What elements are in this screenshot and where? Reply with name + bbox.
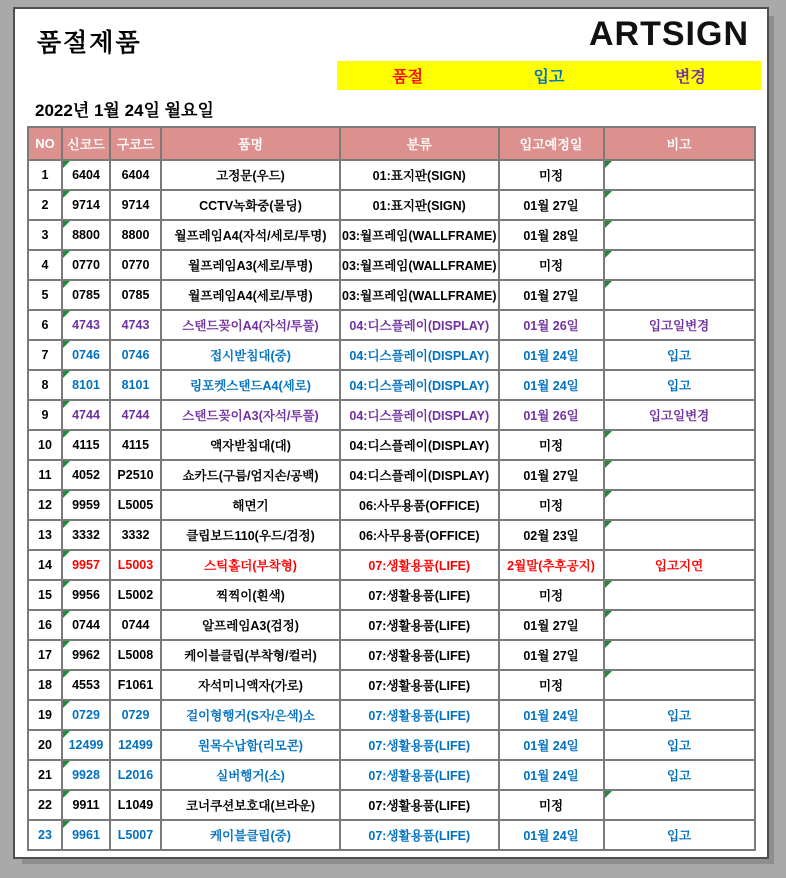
comment-marker-icon [605,191,612,198]
cell-note [604,490,755,520]
cell-product-name: 월프레임A3(세로/투명) [161,250,340,280]
cell-category: 06:사무용품(OFFICE) [340,490,499,520]
cell-new-code: 9911 [62,790,110,820]
comment-marker-icon [63,191,70,198]
cell-product-name: 원목수납함(리모콘) [161,730,340,760]
comment-marker-icon [63,221,70,228]
cell-old-code: L5002 [110,580,161,610]
column-header-1: 신코드 [62,127,110,160]
cell-no: 11 [28,460,62,490]
cell-eta: 01월 24일 [499,340,604,370]
cell-new-code: 0785 [62,280,110,310]
cell-eta: 미정 [499,790,604,820]
cell-product-name: 링포켓스탠드A4(세로) [161,370,340,400]
cell-no: 19 [28,700,62,730]
column-header-5: 입고예정일 [499,127,604,160]
column-header-4: 분류 [340,127,499,160]
cell-note [604,790,755,820]
comment-marker-icon [63,641,70,648]
cell-category: 04:디스플레이(DISPLAY) [340,370,499,400]
cell-new-code: 0729 [62,700,110,730]
table-header-row [28,127,755,160]
comment-marker-icon [63,461,70,468]
cell-no: 7 [28,340,62,370]
cell-eta: 01월 27일 [499,460,604,490]
table-row [28,430,755,460]
comment-marker-icon [63,251,70,258]
cell-note: 입고 [604,730,755,760]
legend-item-0: 품절 [392,69,424,86]
legend-bar [337,61,761,90]
cell-category: 07:생활용품(LIFE) [340,730,499,760]
cell-old-code: P2510 [110,460,161,490]
cell-product-name: 접시받침대(중) [161,340,340,370]
table-row [28,460,755,490]
cell-new-code: 0746 [62,340,110,370]
cell-product-name: 월프레임A4(자석/세로/투명) [161,220,340,250]
cell-eta: 미정 [499,580,604,610]
comment-marker-icon [63,371,70,378]
cell-note [604,430,755,460]
cell-category: 07:생활용품(LIFE) [340,610,499,640]
cell-old-code: 0746 [110,340,161,370]
comment-marker-icon [63,731,70,738]
cell-category: 07:생활용품(LIFE) [340,670,499,700]
comment-marker-icon [605,641,612,648]
cell-eta: 01월 26일 [499,310,604,340]
comment-marker-icon [605,431,612,438]
cell-old-code: 8101 [110,370,161,400]
cell-eta: 01월 27일 [499,190,604,220]
cell-product-name: 알프레임A3(검정) [161,610,340,640]
cell-new-code: 4743 [62,310,110,340]
cell-eta: 01월 24일 [499,820,604,850]
cell-note [604,610,755,640]
table-row [28,370,755,400]
cell-no: 2 [28,190,62,220]
cell-new-code: 0744 [62,610,110,640]
comment-marker-icon [63,761,70,768]
cell-new-code: 9961 [62,820,110,850]
cell-eta: 미정 [499,430,604,460]
table-row [28,190,755,220]
cell-new-code: 3332 [62,520,110,550]
cell-product-name: 월프레임A4(세로/투명) [161,280,340,310]
cell-note [604,250,755,280]
cell-new-code: 9956 [62,580,110,610]
cell-old-code: 6404 [110,160,161,190]
table-row [28,490,755,520]
cell-old-code: 4744 [110,400,161,430]
cell-note: 입고지연 [604,550,755,580]
cell-note [604,670,755,700]
cell-note [604,220,755,250]
comment-marker-icon [605,281,612,288]
comment-marker-icon [63,341,70,348]
cell-old-code: L2016 [110,760,161,790]
comment-marker-icon [605,521,612,528]
cell-note: 입고 [604,370,755,400]
cell-eta: 01월 27일 [499,640,604,670]
comment-marker-icon [63,701,70,708]
cell-category: 04:디스플레이(DISPLAY) [340,430,499,460]
table-row [28,760,755,790]
table-row [28,580,755,610]
table-row [28,220,755,250]
comment-marker-icon [605,671,612,678]
table-row [28,730,755,760]
cell-note [604,520,755,550]
comment-marker-icon [63,551,70,558]
cell-no: 21 [28,760,62,790]
table-row [28,670,755,700]
cell-eta: 01월 24일 [499,700,604,730]
cell-old-code: 0770 [110,250,161,280]
column-header-2: 구코드 [110,127,161,160]
comment-marker-icon [605,581,612,588]
cell-new-code: 0770 [62,250,110,280]
column-header-0: NO [28,127,62,160]
cell-product-name: 스탠드꽂이A4(자석/투풀) [161,310,340,340]
cell-note [604,640,755,670]
comment-marker-icon [63,791,70,798]
cell-eta: 01월 24일 [499,370,604,400]
cell-new-code: 6404 [62,160,110,190]
cell-new-code: 9928 [62,760,110,790]
cell-category: 07:생활용품(LIFE) [340,700,499,730]
comment-marker-icon [63,611,70,618]
cell-new-code: 9962 [62,640,110,670]
cell-note: 입고 [604,700,755,730]
cell-product-name: CCTV녹화중(몰딩) [161,190,340,220]
legend-item-1: 입고 [533,69,565,86]
cell-no: 4 [28,250,62,280]
brand-logo: ARTSIGN [589,15,749,53]
cell-note [604,580,755,610]
comment-marker-icon [605,611,612,618]
table-row [28,280,755,310]
cell-category: 07:생활용품(LIFE) [340,550,499,580]
page-title: 품절제품 [37,29,142,57]
comment-marker-icon [63,521,70,528]
cell-eta: 01월 26일 [499,400,604,430]
comment-marker-icon [605,491,612,498]
cell-note [604,160,755,190]
cell-no: 17 [28,640,62,670]
cell-no: 14 [28,550,62,580]
cell-eta: 01월 27일 [499,610,604,640]
cell-note: 입고일변경 [604,400,755,430]
cell-category: 03:월프레임(WALLFRAME) [340,280,499,310]
comment-marker-icon [63,311,70,318]
cell-old-code: 0744 [110,610,161,640]
cell-new-code: 4744 [62,400,110,430]
comment-marker-icon [605,251,612,258]
table-row [28,310,755,340]
cell-category: 07:생활용품(LIFE) [340,760,499,790]
table-row [28,250,755,280]
cell-old-code: 12499 [110,730,161,760]
cell-eta: 01월 27일 [499,280,604,310]
cell-product-name: 해면기 [161,490,340,520]
cell-old-code: 0785 [110,280,161,310]
cell-product-name: 고정문(우드) [161,160,340,190]
cell-no: 20 [28,730,62,760]
cell-new-code: 9957 [62,550,110,580]
cell-product-name: 자석미니액자(가로) [161,670,340,700]
cell-note: 입고 [604,760,755,790]
cell-no: 10 [28,430,62,460]
comment-marker-icon [63,161,70,168]
comment-marker-icon [605,221,612,228]
cell-old-code: L5003 [110,550,161,580]
cell-note [604,460,755,490]
cell-old-code: 9714 [110,190,161,220]
cell-old-code: L1049 [110,790,161,820]
cell-category: 07:생활용품(LIFE) [340,820,499,850]
column-header-6: 비고 [604,127,755,160]
cell-no: 9 [28,400,62,430]
cell-product-name: 케이블클립(중) [161,820,340,850]
cell-new-code: 4553 [62,670,110,700]
cell-eta: 02월 23일 [499,520,604,550]
cell-no: 3 [28,220,62,250]
cell-no: 12 [28,490,62,520]
cell-old-code: L5008 [110,640,161,670]
cell-product-name: 스틱홀더(부착형) [161,550,340,580]
cell-eta: 01월 24일 [499,730,604,760]
cell-product-name: 코너쿠션보호대(브라운) [161,790,340,820]
cell-note: 입고 [604,820,755,850]
cell-product-name: 쇼카드(구름/엄지손/공백) [161,460,340,490]
table-row [28,160,755,190]
cell-eta: 미정 [499,670,604,700]
cell-category: 07:생활용품(LIFE) [340,790,499,820]
cell-no: 15 [28,580,62,610]
comment-marker-icon [63,821,70,828]
table-row [28,340,755,370]
cell-note: 입고 [604,340,755,370]
cell-old-code: 8800 [110,220,161,250]
cell-new-code: 8800 [62,220,110,250]
cell-eta: 미정 [499,490,604,520]
cell-old-code: 3332 [110,520,161,550]
comment-marker-icon [63,281,70,288]
cell-new-code: 4115 [62,430,110,460]
cell-category: 01:표지판(SIGN) [340,190,499,220]
cell-old-code: 4115 [110,430,161,460]
cell-no: 23 [28,820,62,850]
cell-no: 18 [28,670,62,700]
table-row [28,400,755,430]
table-row [28,820,755,850]
table-row [28,610,755,640]
cell-eta: 미정 [499,160,604,190]
cell-product-name: 찍찍이(흰색) [161,580,340,610]
table-row [28,790,755,820]
cell-new-code: 8101 [62,370,110,400]
cell-category: 03:월프레임(WALLFRAME) [340,220,499,250]
document-page [13,7,769,859]
comment-marker-icon [63,431,70,438]
comment-marker-icon [605,791,612,798]
cell-category: 04:디스플레이(DISPLAY) [340,340,499,370]
cell-new-code: 12499 [62,730,110,760]
cell-eta: 2월말(추후공지) [499,550,604,580]
date-line: 2022년 1월 24일 월요일 [35,101,214,120]
cell-product-name: 걸이형행거(S자/은색)소 [161,700,340,730]
products-table-wrap [27,126,756,851]
cell-eta: 01월 24일 [499,760,604,790]
cell-old-code: 4743 [110,310,161,340]
cell-note [604,280,755,310]
cell-category: 04:디스플레이(DISPLAY) [340,460,499,490]
cell-new-code: 4052 [62,460,110,490]
cell-category: 04:디스플레이(DISPLAY) [340,400,499,430]
cell-category: 01:표지판(SIGN) [340,160,499,190]
comment-marker-icon [605,161,612,168]
products-table [27,126,756,851]
cell-category: 06:사무용품(OFFICE) [340,520,499,550]
cell-note: 입고일변경 [604,310,755,340]
cell-eta: 01월 28일 [499,220,604,250]
table-row [28,520,755,550]
cell-no: 22 [28,790,62,820]
cell-no: 13 [28,520,62,550]
comment-marker-icon [63,671,70,678]
table-row [28,640,755,670]
cell-no: 1 [28,160,62,190]
cell-no: 16 [28,610,62,640]
cell-old-code: F1061 [110,670,161,700]
comment-marker-icon [63,581,70,588]
cell-product-name: 실버행거(소) [161,760,340,790]
cell-category: 04:디스플레이(DISPLAY) [340,310,499,340]
cell-no: 6 [28,310,62,340]
cell-note [604,190,755,220]
cell-old-code: L5007 [110,820,161,850]
comment-marker-icon [63,401,70,408]
column-header-3: 품명 [161,127,340,160]
cell-category: 07:생활용품(LIFE) [340,580,499,610]
cell-no: 8 [28,370,62,400]
table-row [28,550,755,580]
cell-category: 07:생활용품(LIFE) [340,640,499,670]
cell-product-name: 액자받침대(대) [161,430,340,460]
cell-product-name: 스탠드꽂이A3(자석/투풀) [161,400,340,430]
cell-category: 03:월프레임(WALLFRAME) [340,250,499,280]
cell-old-code: 0729 [110,700,161,730]
table-row [28,700,755,730]
cell-no: 5 [28,280,62,310]
cell-eta: 미정 [499,250,604,280]
cell-old-code: L5005 [110,490,161,520]
cell-product-name: 케이블클립(부착형/컬러) [161,640,340,670]
comment-marker-icon [605,461,612,468]
cell-new-code: 9714 [62,190,110,220]
comment-marker-icon [63,491,70,498]
cell-new-code: 9959 [62,490,110,520]
legend-item-2: 변경 [674,69,706,86]
cell-product-name: 클립보드110(우드/검정) [161,520,340,550]
